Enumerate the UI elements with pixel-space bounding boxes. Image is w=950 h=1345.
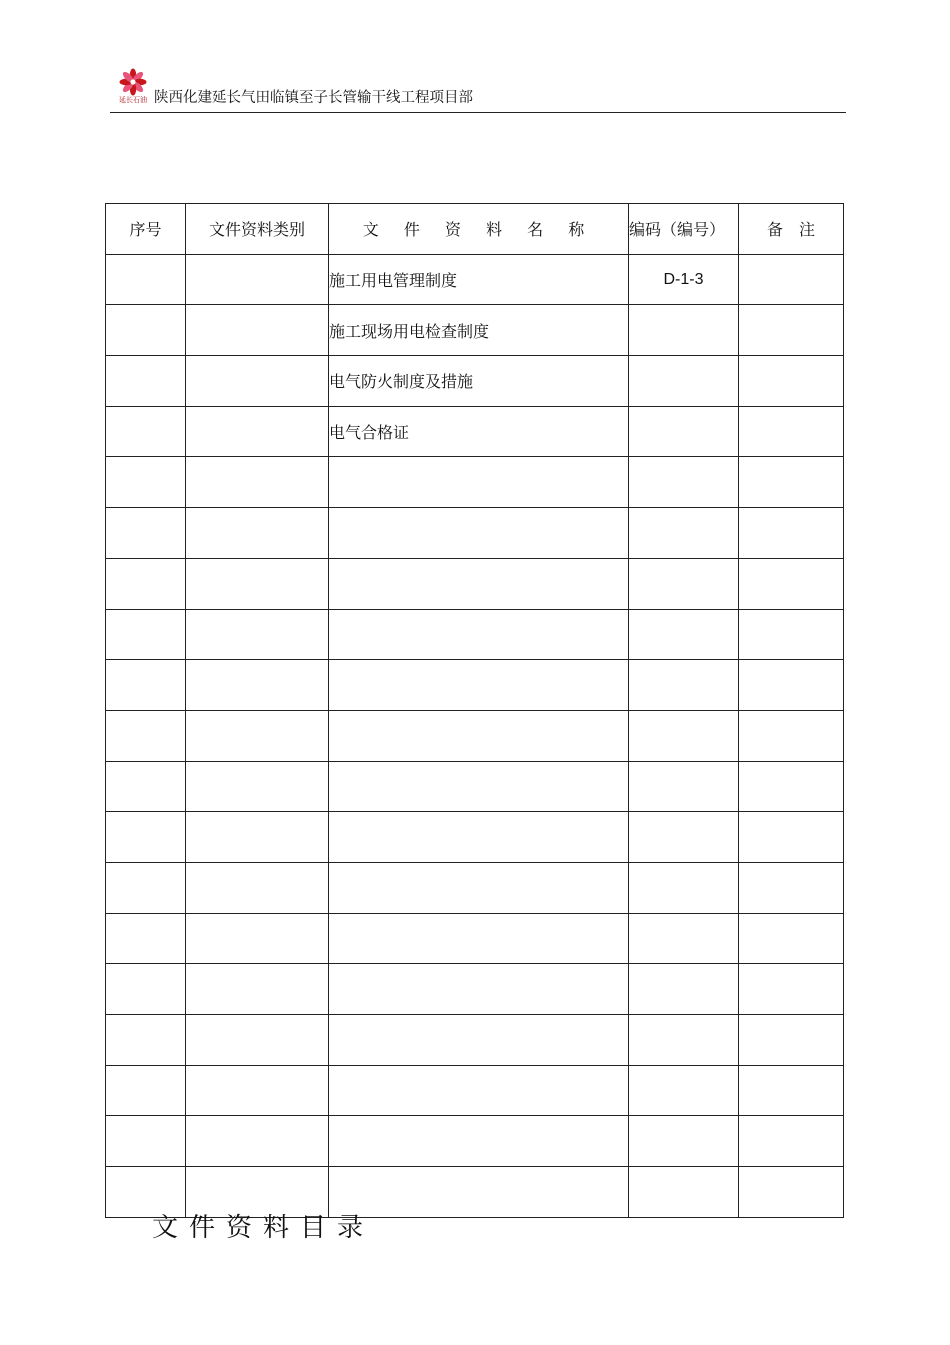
cell-name [329, 508, 629, 559]
cell-name: 施工用电管理制度 [329, 254, 629, 305]
cell-note [739, 457, 844, 508]
cell-category [186, 508, 329, 559]
cell-seq [106, 305, 186, 356]
table-row [106, 254, 844, 305]
cell-name [329, 710, 629, 761]
cell-note [739, 660, 844, 711]
table-body [106, 254, 844, 1217]
table-row [106, 660, 844, 711]
header-name: 文 件 资 料 名 称 [329, 204, 629, 255]
cell-name: 施工现场用电检查制度 [329, 305, 629, 356]
cell-seq [106, 761, 186, 812]
cell-category [186, 812, 329, 863]
table-row [106, 761, 844, 812]
cell-note [739, 913, 844, 964]
cell-seq [106, 558, 186, 609]
cell-code [629, 1065, 739, 1116]
cell-seq [106, 710, 186, 761]
table-row [106, 913, 844, 964]
table-row [106, 1065, 844, 1116]
cell-seq [106, 1065, 186, 1116]
cell-category [186, 710, 329, 761]
cell-note [739, 406, 844, 457]
cell-code [629, 609, 739, 660]
cell-seq [106, 660, 186, 711]
cell-note [739, 1116, 844, 1167]
cell-name: 电气合格证 [329, 406, 629, 457]
cell-name [329, 913, 629, 964]
cell-category [186, 305, 329, 356]
cell-name [329, 1015, 629, 1066]
logo-text: 延长石油 [119, 96, 147, 104]
header-title: 陕西化建延长气田临镇至子长管输干线工程项目部 [154, 90, 473, 106]
cell-note [739, 558, 844, 609]
footer-title: 文件资料目录 [152, 1213, 375, 1243]
cell-name [329, 761, 629, 812]
header-note: 备 注 [739, 204, 844, 255]
cell-code [629, 964, 739, 1015]
cell-code: D-1-3 [629, 254, 739, 305]
cell-note [739, 1065, 844, 1116]
cell-category [186, 913, 329, 964]
table-row [106, 356, 844, 407]
cell-seq [106, 1116, 186, 1167]
cell-category [186, 862, 329, 913]
table-row [106, 406, 844, 457]
table-row [106, 1015, 844, 1066]
cell-code [629, 356, 739, 407]
cell-note [739, 305, 844, 356]
table-row [106, 305, 844, 356]
cell-code [629, 305, 739, 356]
cell-note [739, 761, 844, 812]
company-logo [111, 68, 155, 106]
cell-category [186, 761, 329, 812]
cell-seq [106, 254, 186, 305]
cell-name [329, 964, 629, 1015]
flower-logo-icon [111, 68, 155, 98]
document-table [105, 203, 844, 1218]
cell-seq [106, 862, 186, 913]
cell-seq [106, 609, 186, 660]
cell-code [629, 660, 739, 711]
cell-category [186, 356, 329, 407]
cell-name [329, 660, 629, 711]
cell-code [629, 862, 739, 913]
cell-category [186, 1065, 329, 1116]
cell-category [186, 609, 329, 660]
cell-category [186, 558, 329, 609]
cell-seq [106, 356, 186, 407]
cell-seq [106, 913, 186, 964]
header-category: 文件资料类别 [186, 204, 329, 255]
cell-code [629, 406, 739, 457]
cell-code [629, 710, 739, 761]
cell-code [629, 1015, 739, 1066]
cell-note [739, 812, 844, 863]
table-row [106, 457, 844, 508]
cell-note [739, 356, 844, 407]
cell-seq [106, 1015, 186, 1066]
cell-seq [106, 964, 186, 1015]
page-header [110, 68, 846, 113]
cell-name [329, 862, 629, 913]
table-header-row [106, 204, 844, 255]
cell-seq [106, 508, 186, 559]
cell-note [739, 862, 844, 913]
cell-code [629, 508, 739, 559]
table-row [106, 964, 844, 1015]
table-row [106, 1116, 844, 1167]
cell-category [186, 254, 329, 305]
cell-note [739, 1167, 844, 1218]
cell-seq [106, 457, 186, 508]
table-row [106, 812, 844, 863]
cell-category [186, 1116, 329, 1167]
cell-name [329, 457, 629, 508]
header-code: 编码（编号） [629, 204, 739, 255]
cell-name [329, 609, 629, 660]
cell-seq [106, 812, 186, 863]
cell-code [629, 1116, 739, 1167]
cell-note [739, 609, 844, 660]
table-row [106, 710, 844, 761]
cell-code [629, 457, 739, 508]
cell-note [739, 964, 844, 1015]
cell-category [186, 964, 329, 1015]
table-row [106, 508, 844, 559]
cell-name: 电气防火制度及措施 [329, 356, 629, 407]
table-row [106, 558, 844, 609]
cell-code [629, 913, 739, 964]
cell-name [329, 1116, 629, 1167]
table-row [106, 609, 844, 660]
cell-name [329, 812, 629, 863]
cell-category [186, 457, 329, 508]
cell-note [739, 1015, 844, 1066]
cell-code [629, 1167, 739, 1218]
cell-note [739, 254, 844, 305]
header-seq: 序号 [106, 204, 186, 255]
cell-category [186, 406, 329, 457]
cell-note [739, 710, 844, 761]
cell-name [329, 558, 629, 609]
cell-category [186, 1015, 329, 1066]
cell-code [629, 558, 739, 609]
cell-note [739, 508, 844, 559]
cell-seq [106, 406, 186, 457]
table-row [106, 862, 844, 913]
cell-category [186, 660, 329, 711]
cell-code [629, 761, 739, 812]
cell-name [329, 1065, 629, 1116]
cell-code [629, 812, 739, 863]
